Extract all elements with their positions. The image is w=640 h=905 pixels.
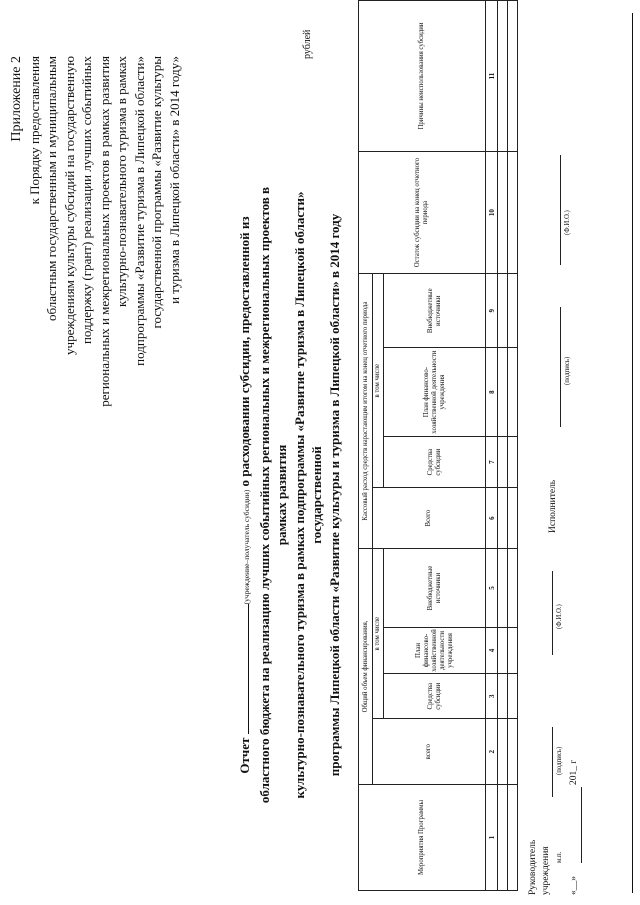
col-number: 4 <box>486 628 498 674</box>
col-header-activities: Мероприятия Программы <box>359 785 486 891</box>
date-line <box>581 787 582 863</box>
col-number: 7 <box>486 436 498 487</box>
col-header-financing: Общий объем финансирования, <box>359 548 373 784</box>
col-header-subsidy-cash: Средства субсидии <box>384 436 486 487</box>
col-number: 10 <box>486 152 498 274</box>
col-number: 6 <box>486 488 498 549</box>
report-title <box>236 175 343 815</box>
table-cell <box>498 348 508 437</box>
col-header-incl: в том числе <box>373 548 384 719</box>
col-number: 8 <box>486 348 498 437</box>
report-line: культурно-познавательного туризма в рамках подпрограммы «Развитие туризма в Липецкой области» государственной <box>291 191 324 799</box>
col-header-cash: Кассовый расход средств нарастающим итогом на конец отчетного периода <box>359 274 373 549</box>
table-cell <box>498 152 508 274</box>
head-label-2: учреждения <box>541 846 551 895</box>
executor-fio-line <box>560 155 561 265</box>
appendix-line: к Порядку предоставления <box>26 56 42 205</box>
head-fio-caption: (Ф.И.О.) <box>556 604 563 629</box>
report-word: Отчет <box>237 737 252 774</box>
report-line: областного бюджета на реализацию лучших событийных региональных и межрегиональных проектов в рамках развития <box>256 186 289 804</box>
col-number: 9 <box>486 274 498 348</box>
recipient-caption: (учреждение–получатель субсидии) <box>242 489 251 605</box>
table-cell <box>498 719 508 785</box>
appendix-line: областным государственным и муниципальным <box>44 56 59 322</box>
table-cell <box>508 274 518 348</box>
appendix-line: и туризма в Липецкой области» в 2014 году» <box>166 56 182 304</box>
head-fio-line <box>552 571 553 655</box>
appendix-line: культурно-познавательного туризма в рамках <box>114 56 129 307</box>
appendix-line: государственной программы «Развитие культуры <box>149 56 164 329</box>
appendix-line: региональных и межрегиональных проектов в рамках развития <box>96 56 112 407</box>
col-header-subsidy: Средства субсидии <box>384 673 486 719</box>
table-cell <box>498 673 508 719</box>
table-cell <box>508 488 518 549</box>
table-cell <box>508 152 518 274</box>
report-table <box>358 0 518 891</box>
col-number: 2 <box>486 719 498 785</box>
appendix-number: Приложение 2 <box>9 56 24 142</box>
col-number: 1 <box>486 785 498 891</box>
col-header-reasons: Причины неиспользования субсидии <box>359 1 486 152</box>
col-header-extrabudget: Внебюджетные источники <box>384 548 486 627</box>
report-lead: о расходовании субсидии, предоставленной из <box>237 216 252 487</box>
col-header-total-cash: Всего <box>373 488 486 549</box>
table-cell <box>508 1 518 152</box>
table-cell <box>498 548 508 627</box>
appendix-line: подпрограммы «Развитие туризма в Липецкой области» <box>131 56 147 366</box>
table-cell <box>498 785 508 891</box>
col-header-remainder: Остаток субсидии на конец отчетного периода <box>359 152 486 274</box>
col-number: 3 <box>486 673 498 719</box>
stamp-place: м.п. <box>556 851 563 863</box>
head-signature-line <box>552 727 553 797</box>
table-cell <box>508 548 518 627</box>
table-cell <box>498 488 508 549</box>
appendix-line: поддержку (грант) реализации лучших событийных <box>79 56 94 345</box>
report-line: программы Липецкой области «Развитие культуры и туризма в Липецкой области» в 2014 году <box>326 213 342 777</box>
table-cell <box>498 1 508 152</box>
col-header-incl-cash: в том числе <box>373 274 384 488</box>
date-year: 201_ г <box>569 759 579 785</box>
bottom-rule <box>632 13 633 893</box>
appendix-line: учреждениям культуры субсидий на государственную <box>61 56 77 355</box>
table-cell <box>508 719 518 785</box>
col-number: 11 <box>486 1 498 152</box>
appendix-header <box>8 56 183 516</box>
executor-fio-caption: (Ф.И.О.) <box>564 210 571 235</box>
col-header-plan: План финансово-хозяйственной деятельности учреждения <box>384 628 486 674</box>
head-signature-caption: (подпись) <box>556 746 563 775</box>
table-cell <box>508 673 518 719</box>
table-cell <box>508 348 518 437</box>
table-cell <box>508 436 518 487</box>
recipient-blank <box>237 604 249 734</box>
head-label-1: Руководитель <box>528 839 538 895</box>
table-cell <box>498 274 508 348</box>
col-number: 5 <box>486 548 498 627</box>
col-header-plan-cash: План финансово-хозяйственной деятельности учреждения <box>384 348 486 437</box>
col-header-total: всего <box>373 719 486 785</box>
table-cell <box>498 436 508 487</box>
units-label: рублей <box>302 29 313 59</box>
executor-label: Исполнитель <box>548 479 558 533</box>
executor-signature-line <box>560 307 561 427</box>
table-cell <box>508 628 518 674</box>
date-open: «__» <box>569 876 579 895</box>
table-cell <box>508 785 518 891</box>
executor-signature-caption: (подпись) <box>564 356 571 385</box>
table-cell <box>498 628 508 674</box>
col-header-extrabudget-cash: Внебюджетные источники <box>384 274 486 348</box>
